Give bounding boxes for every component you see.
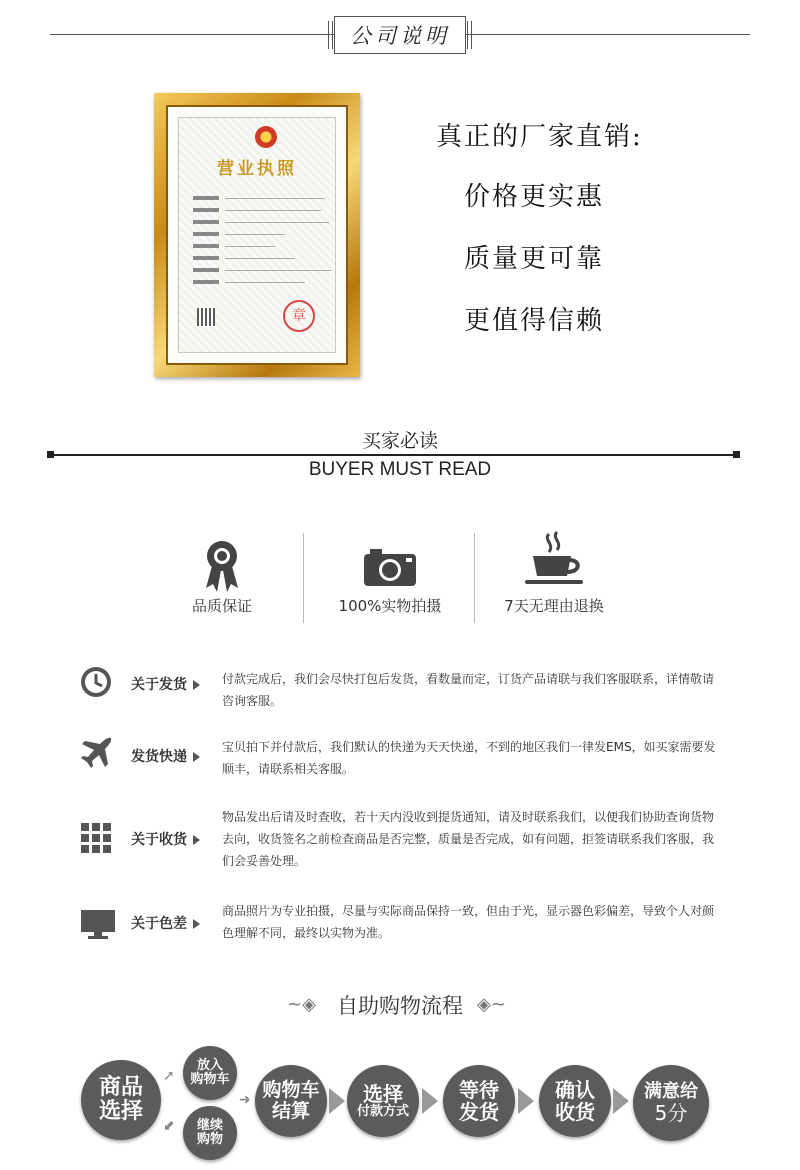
feature-real-photo-label: 100%实物拍摄 [338,597,442,615]
step-add-to-cart: 放入 购物车 [183,1046,237,1100]
national-emblem-icon [255,126,277,148]
swirl-decoration-right: ◈~ [477,994,506,1015]
row-text-shipping: 付款完成后，我们会尽快打包后发货，看数量而定，订货产品请联与我们客服联系，详情敬请咨询客服。 [222,672,715,708]
company-title: 公司说明 [334,16,466,54]
arrow-step [518,1088,534,1114]
arrow-from-continue: ⬋ [163,1118,175,1134]
certificate-title: 营业执照 [217,159,297,179]
slogan-trustworthy: 更值得信赖 [464,306,605,336]
step-continue-shopping: 继续 购物 [183,1106,237,1160]
row-label-color-difference: 关于色差 [131,913,200,933]
slogan-direct-sales: 真正的厂家直销: [436,122,643,152]
divider-dot-right [733,451,740,458]
arrow-to-add-cart: ➚ [163,1068,175,1084]
step-choose-payment [347,1065,419,1137]
step-choose-payment-sub: 付款方式 [356,1103,409,1119]
award-ribbon-icon [200,538,244,594]
step-rate-score: 5分 [654,1100,688,1125]
clock-icon [80,666,112,698]
row-label-shipping: 关于发货 [131,674,200,694]
slogan-reliable-quality: 质量更可靠 [464,244,605,274]
step-select-product: 商品 选择 [81,1060,161,1140]
monitor-icon [80,909,116,939]
row-text-receiving: 物品发出后请及时查收，若十天内没收到提货通知，请及时联系我们，以便我们协助查询货物去向，收货签名之前检查商品是否完整，质量是否完成，如有问题，拒签请联系我们客服，我们会妥善处理。 [222,810,715,868]
qr-code-icon [197,308,215,326]
buyer-must-read-title-cn: 买家必读 [361,430,438,452]
feature-return-label: 7天无理由退换 [504,597,604,615]
feature-divider [303,533,304,623]
business-license-certificate [178,117,336,353]
step-rate-five-stars [633,1065,709,1141]
arrow-to-checkout: ➜ [239,1092,251,1108]
swirl-decoration-left: ~◈ [287,994,316,1015]
grid-icon [80,822,112,854]
row-text-color-difference: 商品照片为专业拍摄，尽量与实际商品保持一致，但由于光，显示器色彩偏差，导致个人对颜色理解不同，最终以实物为准。 [222,904,715,940]
arrow-step [422,1088,438,1114]
row-text-courier: 宝贝拍下并付款后，我们默认的快递为天天快递，不到的地区我们一律发EMS，如买家需要发顺丰，请联系相关客服。 [222,740,716,776]
title-rule-left [50,34,334,35]
flow-title: 自助购物流程 [337,994,463,1018]
feature-quality-label: 品质保证 [191,597,252,615]
arrow-step [613,1088,629,1114]
slogan-better-price: 价格更实惠 [464,182,605,212]
business-license-frame [154,93,360,377]
row-label-receiving: 关于收货 [131,829,200,849]
step-cart-checkout: 购物车 结算 [255,1065,327,1137]
official-seal: 章 [283,300,315,332]
step-wait-shipping: 等待 发货 [443,1065,515,1137]
airplane-icon [80,736,114,770]
step-rate-label: 满意给 [644,1081,698,1103]
arrow-step [329,1088,345,1114]
title-rule-right [464,34,750,35]
coffee-cup-icon [523,530,585,588]
step-choose-payment-label: 选择 [363,1081,403,1106]
step-confirm-receipt: 确认 收货 [539,1065,611,1137]
buyer-must-read-title-en: BUYER MUST READ [308,459,492,480]
buyer-must-read-divider [50,454,736,456]
camera-icon [362,548,418,588]
row-label-courier: 发货快递 [131,746,200,766]
